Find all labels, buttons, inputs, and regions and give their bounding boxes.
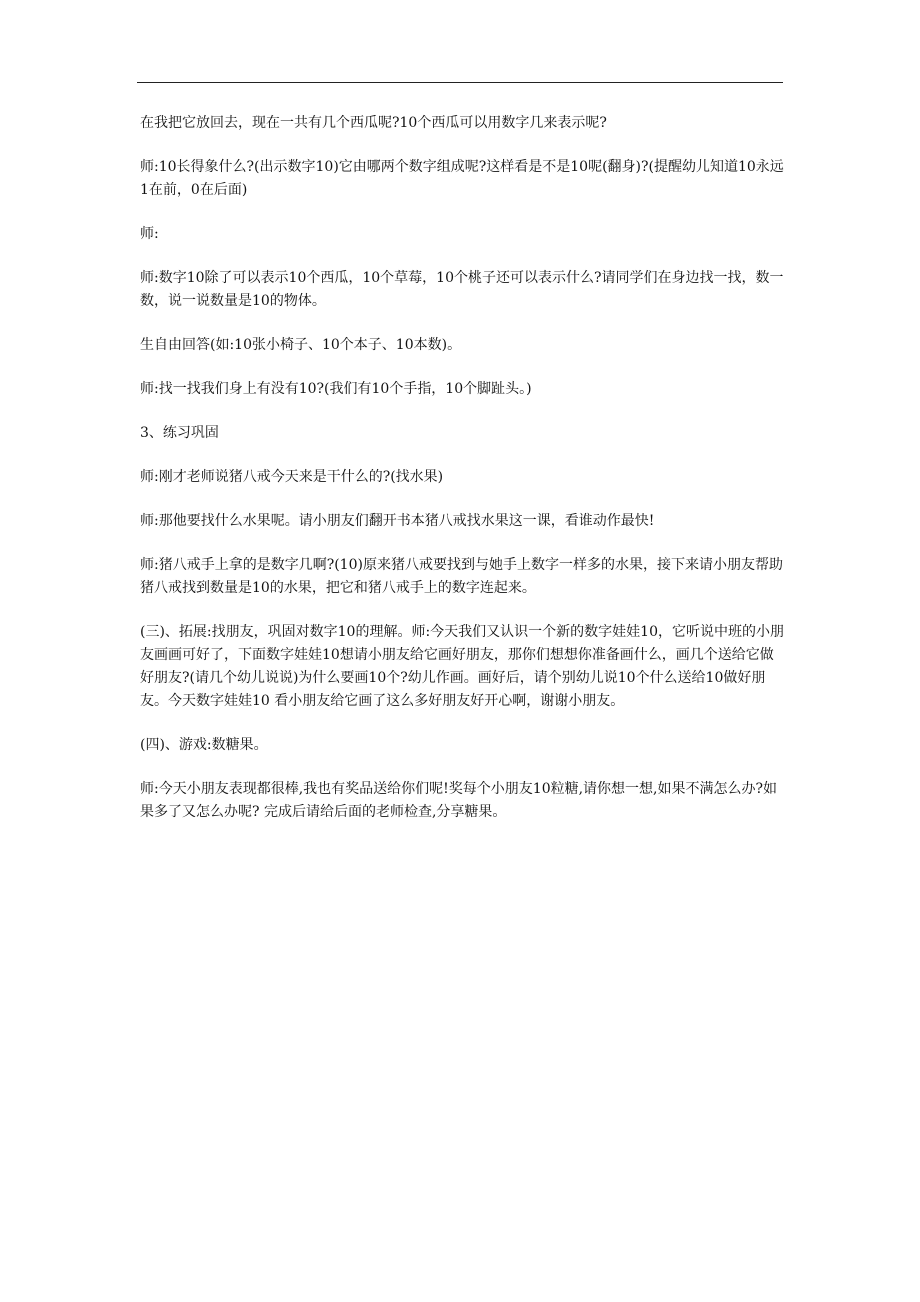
paragraph-10: 师:猪八戒手上拿的是数字几啊?(10)原来猪八戒要找到与她手上数字一样多的水果，接下来请小朋友帮助猪八戒找到数量是10的水果，把它和猪八戒手上的数字连起来。 [140, 557, 783, 596]
paragraph-4: 师:数字10除了可以表示10个西瓜，10个草莓，10个桃子还可以表示什么?请同学们在身边找一找，数一数，说一说数量是10的物体。 [140, 270, 784, 309]
paragraph-13: 师:今天小朋友表现都很棒,我也有奖品送给你们呢!奖每个小朋友10粒糖,请你想一想,如果不满怎么办?如果多了又怎么办呢? 完成后请给后面的老师检查,分享糖果。 [140, 781, 778, 820]
paragraph-1: 在我把它放回去，现在一共有几个西瓜呢?10个西瓜可以用数字几来表示呢? [140, 115, 607, 131]
paragraph-3: 师: [140, 226, 159, 242]
paragraph-5: 生自由回答(如:10张小椅子、10个本子、10本数)。 [140, 337, 462, 353]
section-heading-practice: 3、练习巩固 [140, 425, 219, 441]
document-body [140, 112, 785, 845]
paragraph-11: (三)、拓展:找朋友，巩固对数字10的理解。师:今天我们又认识一个新的数字娃娃10，它听说中班的小朋友画画可好了，下面数字娃娃10想请小朋友给它画好朋友，那你们想想你准备画什么，画几个送给它做好朋友?(请几个幼儿说说)为什么要画10个?幼儿作画。画好后，请个别幼儿说10个什么送给10做好朋友。今天数字娃娃10 看小朋友给它画了这么多好朋友好开心啊，谢谢小朋友。 [140, 624, 784, 709]
paragraph-9: 师:那他要找什么水果呢。请小朋友们翻开书本猪八戒找水果这一课，看谁动作最快! [140, 513, 655, 529]
paragraph-6: 师:找一找我们身上有没有10?(我们有10个手指，10个脚趾头。) [140, 381, 532, 397]
header-rule [137, 82, 783, 83]
paragraph-2: 师:10长得象什么?(出示数字10)它由哪两个数字组成呢?这样看是不是10呢(翻身)?(提醒幼儿知道10永远1在前，0在后面) [140, 159, 784, 198]
paragraph-8: 师:刚才老师说猪八戒今天来是干什么的?(找水果) [140, 469, 444, 485]
section-heading-game: (四)、游戏:数糖果。 [140, 737, 268, 753]
